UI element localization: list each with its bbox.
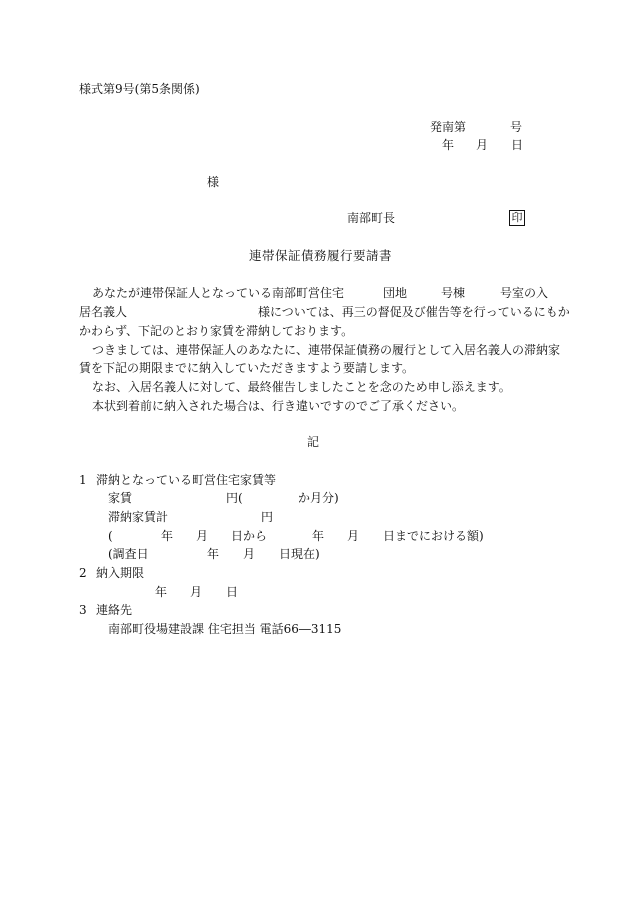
rent-months: か月分): [298, 491, 339, 505]
period-day1: 日から: [231, 529, 268, 543]
sender-seal: [509, 210, 525, 226]
item3-title: 連絡先: [96, 603, 133, 617]
date-year: 年: [442, 138, 455, 152]
sender-name: 南部町長: [347, 211, 396, 225]
doc-number-suffix: 号: [510, 120, 523, 134]
item2-number: 2: [79, 566, 87, 580]
body-p4: 本状到着前に納入された場合は、行き違いですのでご了承ください。: [92, 399, 465, 413]
body-p1-line1-a: あなたが連帯保証人となっている南部町営住宅: [92, 286, 345, 300]
contact-info: 南部町役場建設課 住宅担当 電話66―3115: [108, 622, 342, 636]
date-month: 月: [476, 138, 489, 152]
ki-heading: 記: [307, 435, 320, 449]
body-p1-line2-b: 様については、再三の督促及び催告等を行っているにもか: [258, 305, 570, 319]
deadline-day: 日: [226, 585, 239, 599]
survey-year: 年: [207, 547, 220, 561]
body-p1-goushitsu: 号室の入: [500, 286, 549, 300]
body-p1-line3: かわらず、下記のとおり家賃を滞納しております。: [79, 324, 354, 338]
date-day: 日: [511, 138, 524, 152]
document-title: 連帯保証債務履行要請書: [249, 248, 393, 263]
survey-month: 月: [243, 547, 256, 561]
seal-mark: 印: [509, 210, 525, 226]
period-month1: 月: [196, 529, 209, 543]
period-open: (: [108, 529, 113, 543]
total-label: 滞納家賃計: [108, 510, 169, 524]
body-p2-line1: つきましては、連帯保証人のあなたに、連帯保証債務の履行として入居名義人の滞納家: [92, 343, 561, 357]
form-label: 様式第9号(第5条関係): [79, 82, 200, 96]
item2-title: 納入期限: [96, 566, 145, 580]
doc-number-prefix: 発南第: [430, 120, 467, 134]
rent-label: 家賃: [108, 491, 133, 505]
addressee-honorific: 様: [207, 175, 220, 189]
period-year1: 年: [161, 529, 174, 543]
period-month2: 月: [347, 529, 360, 543]
deadline-month: 月: [190, 585, 203, 599]
body-p1-gotou: 号棟: [441, 286, 466, 300]
body-p3: なお、入居名義人に対して、最終催告しましたことを念のため申し添えます。: [92, 380, 511, 394]
item1-title: 滞納となっている町営住宅家賃等: [96, 473, 277, 487]
body-p1-line2-a: 居名義人: [79, 305, 128, 319]
item1-number: 1: [79, 473, 87, 487]
body-p2-line2: 賃を下記の期限までに納入していただきますよう要請します。: [79, 361, 415, 375]
survey-day: 日現在): [279, 547, 320, 561]
period-day2: 日までにおける額): [383, 529, 484, 543]
period-year2: 年: [312, 529, 325, 543]
total-yen: 円: [261, 510, 274, 524]
rent-yen: 円(: [226, 491, 243, 505]
item3-number: 3: [79, 603, 87, 617]
survey-open: (調査日: [108, 547, 149, 561]
body-p1-danchi: 団地: [383, 286, 408, 300]
deadline-year: 年: [155, 585, 168, 599]
